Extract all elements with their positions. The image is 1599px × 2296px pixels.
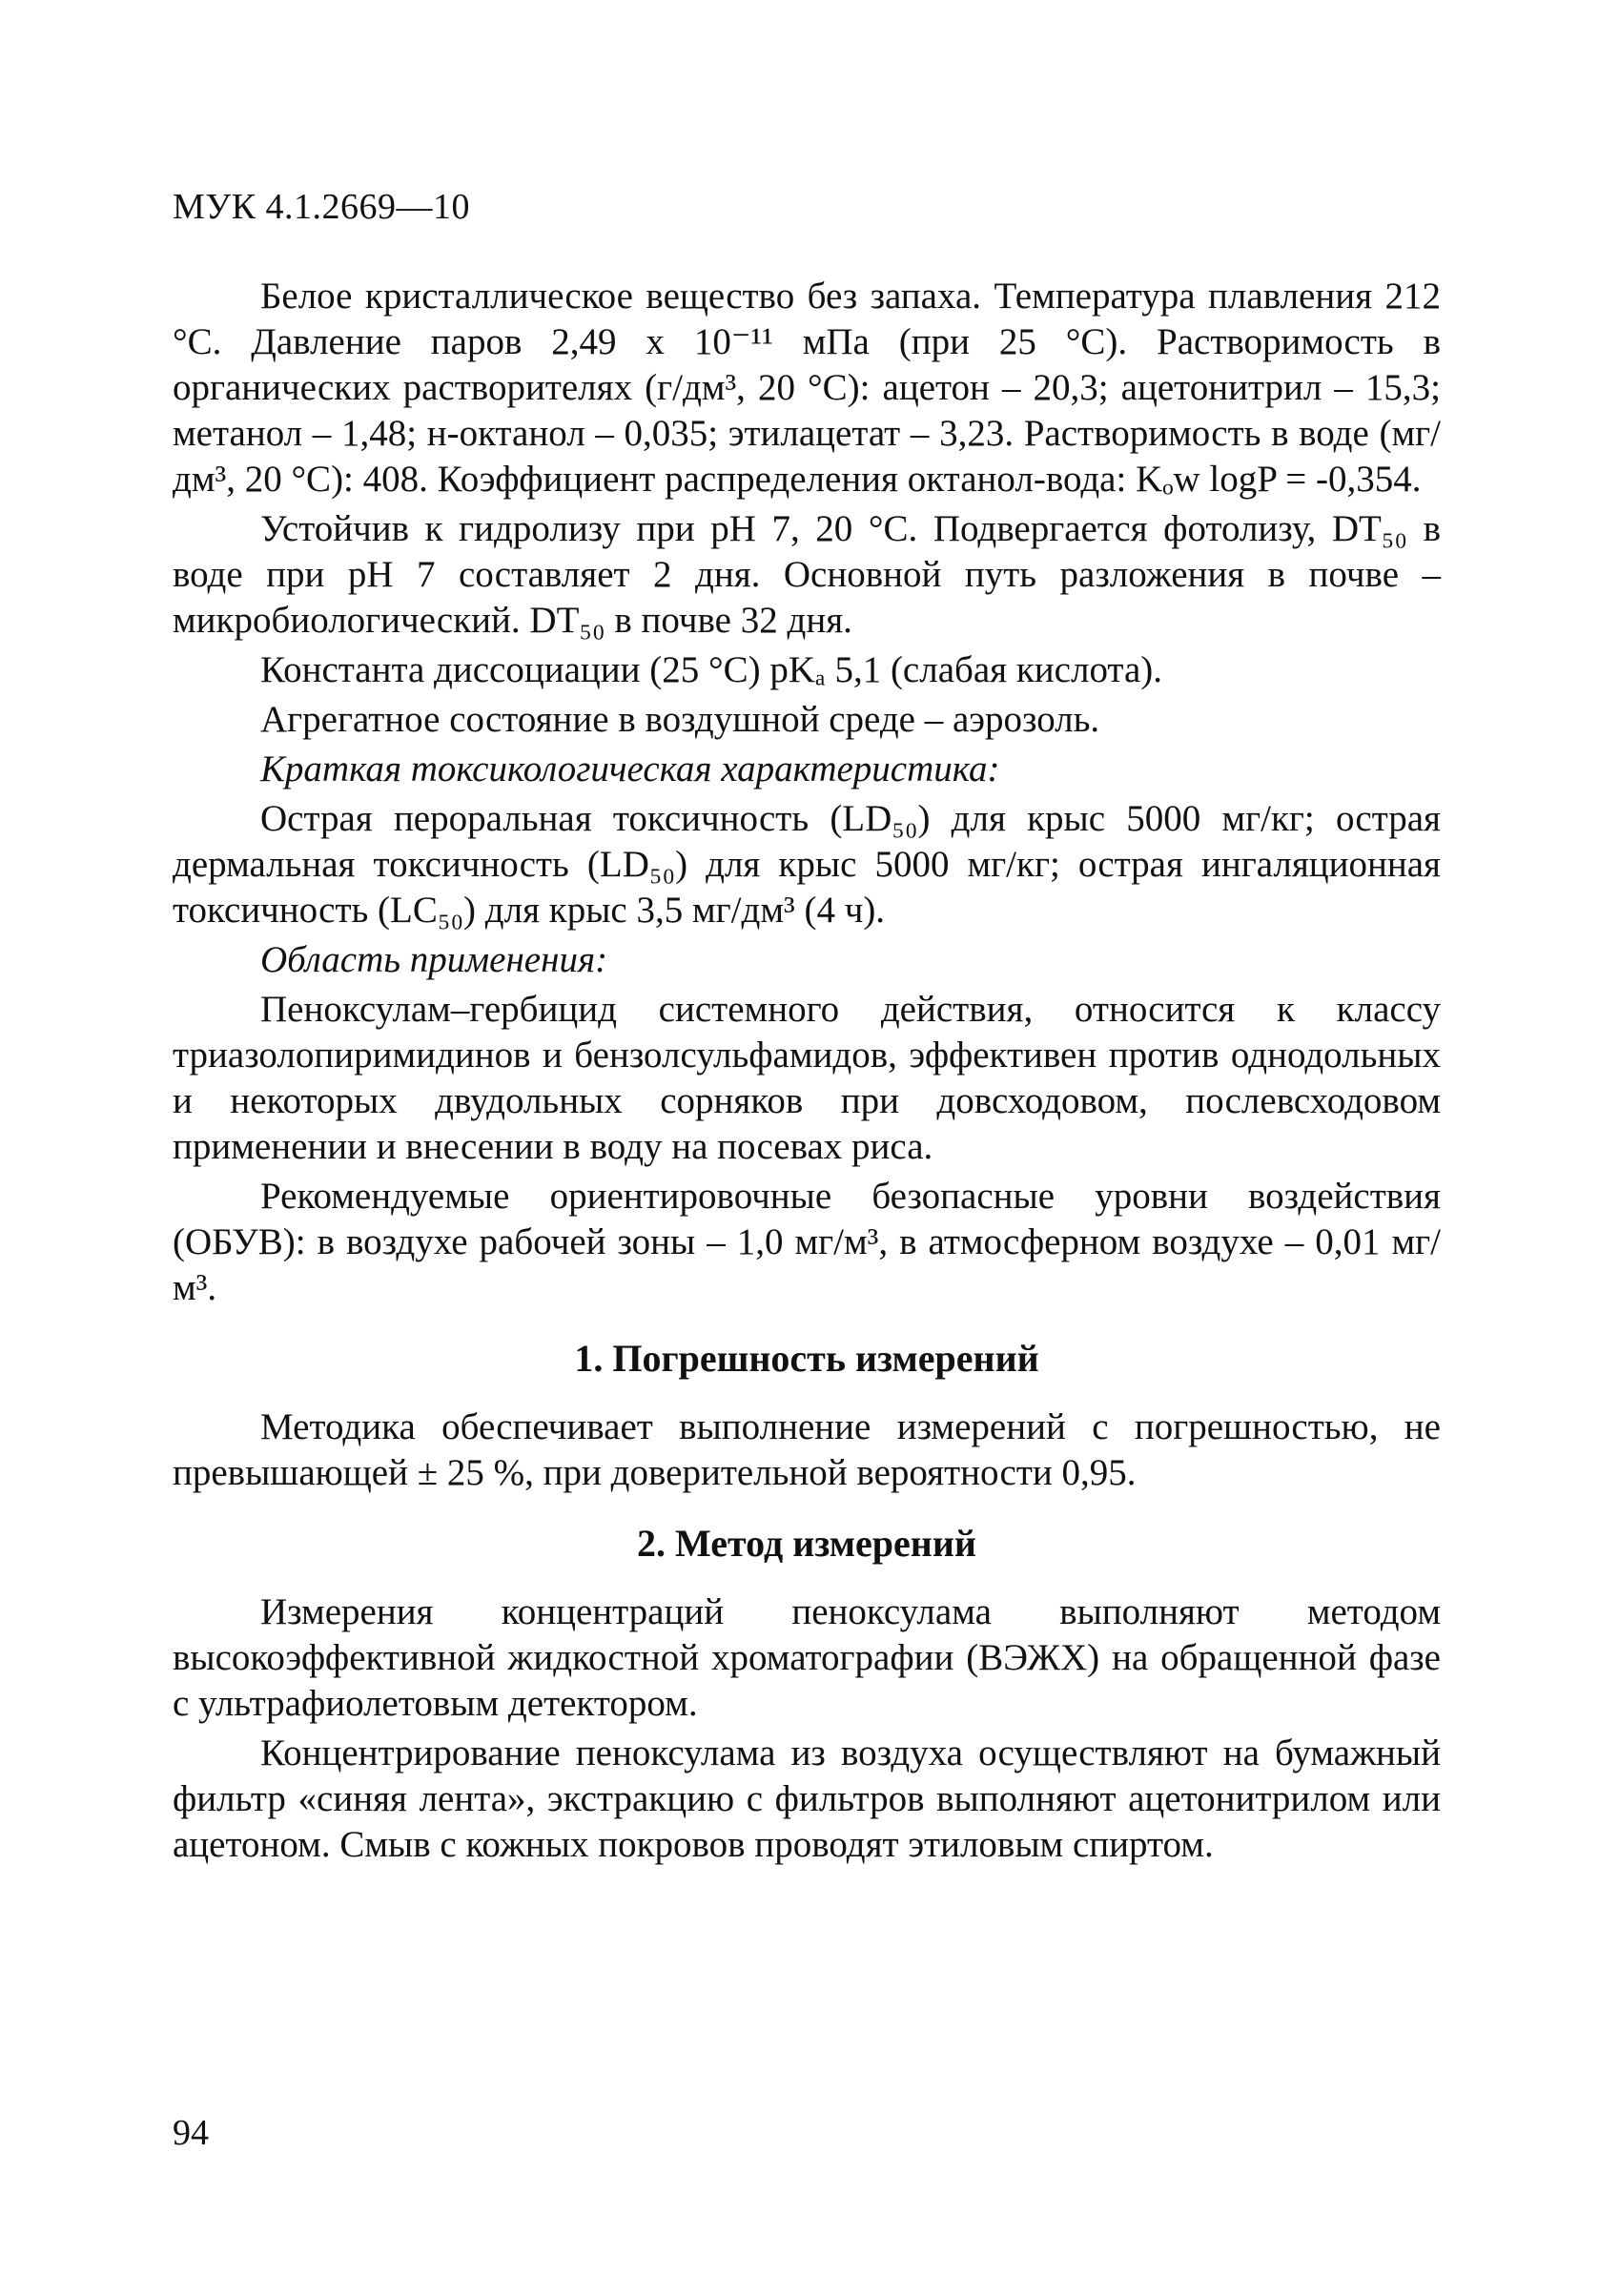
- exposure-levels-paragraph: Рекомендуемые ориентировочные безопасные уровни воздействия (ОБУВ): в воздухе рабочей зоны – 1,0 мг/м³, в атмосферном воздухе – 0,01 мг/м³.: [173, 1176, 1441, 1308]
- dissociation-constant-paragraph: Константа диссоциации (25 °С) pKₐ 5,1 (слабая кислота).: [260, 649, 1162, 690]
- application-paragraph: Пеноксулам–гербицид системного действия, относится к классу триазолопиримидинов и бензолсульфамидов, эффективен против однодольных и некоторых двудольных сорняков при довсходовом, послевсходовом применении и внесении в воду на посевах риса.: [173, 989, 1441, 1167]
- document-code-header: МУК 4.1.2669—10: [173, 187, 471, 227]
- aggregate-state-paragraph: Агрегатное состояние в воздушной среде – аэрозоль.: [260, 699, 1100, 740]
- section-2-heading: 2. Метод измерений: [637, 1522, 976, 1565]
- toxicology-label: Краткая токсикологическая характеристика:: [260, 748, 1000, 789]
- toxicity-paragraph: Острая пероральная токсичность (LD₅₀) для крыс 5000 мг/кг; острая дермальная токсичность (LD₅₀) для крыс 5000 мг/кг; острая ингаляционная токсичность (LC₅₀) для крыс 3,5 мг/дм³ (4 ч).: [173, 798, 1441, 931]
- substance-properties-paragraph: Белое кристаллическое вещество без запаха. Температура плавления 212 °С. Давление паров 2,49 х 10⁻¹¹ мПа (при 25 °С). Растворимость в органических растворителях (г/дм³, 20 °С): ацетон – 20,3; ацетонитрил – 15,3; метанол – 1,48; н-октанол – 0,035; этилацетат – 3,23. Растворимость в воде (мг/дм³, 20 °С): 408. Коэффициент распределения октанол-вода: Kₒw logP = -0,354.: [173, 276, 1441, 500]
- page-body: [173, 274, 1441, 1872]
- application-label: Область применения:: [260, 939, 608, 980]
- section-1-heading: 1. Погрешность измерений: [574, 1337, 1039, 1380]
- section-1-paragraph: Методика обеспечивает выполнение измерений с погрешностью, не превышающей ± 25 %, при доверительной вероятности 0,95.: [173, 1406, 1441, 1493]
- section-2-paragraph-2: Концентрирование пеноксулама из воздуха осуществляют на бумажный фильтр «синяя лента», экстракцию с фильтров выполняют ацетонитрилом или ацетоном. Смыв с кожных покровов проводят этиловым спиртом.: [173, 1732, 1441, 1865]
- page-number: 94: [173, 2113, 209, 2153]
- section-2-paragraph-1: Измерения концентраций пеноксулама выполняют методом высокоэффективной жидкостной хроматографии (ВЭЖХ) на обращенной фазе с ультрафиолетовым детектором.: [173, 1591, 1441, 1724]
- stability-paragraph: Устойчив к гидролизу при pH 7, 20 °С. Подвергается фотолизу, DT₅₀ в воде при pH 7 составляет 2 дня. Основной путь разложения в почве – микробиологический. DT₅₀ в почве 32 дня.: [173, 508, 1441, 641]
